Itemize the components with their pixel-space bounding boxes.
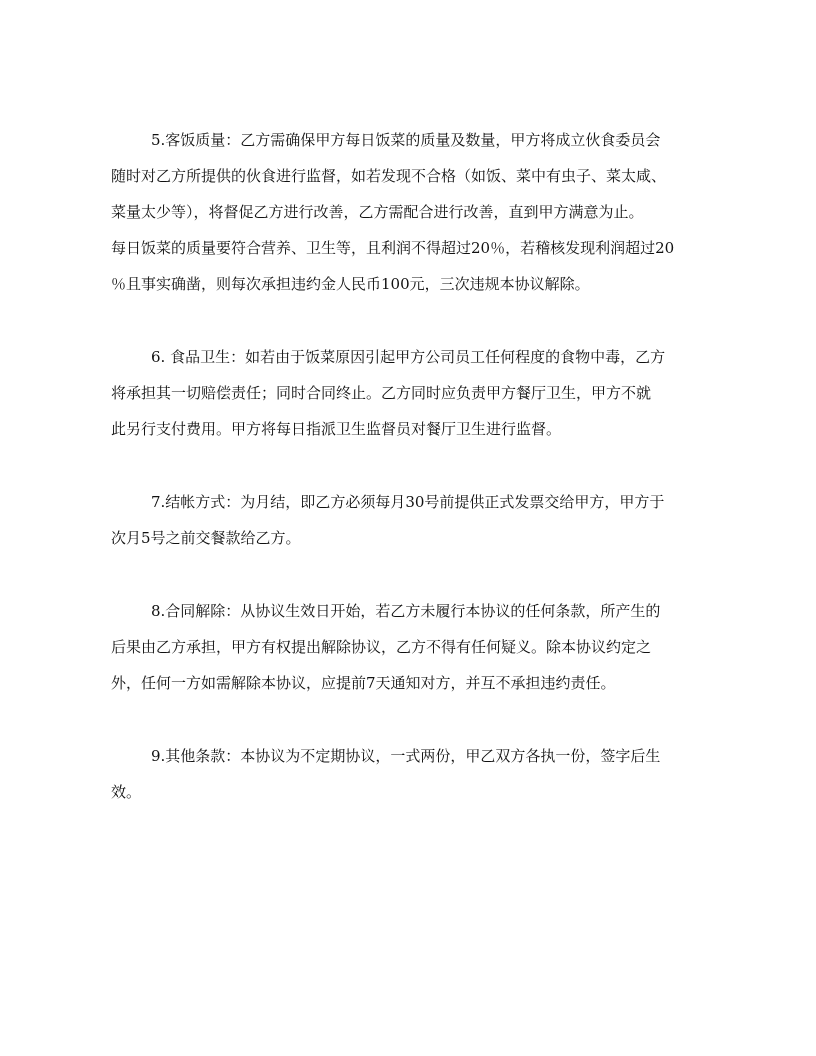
clause-8-termination xyxy=(111,601,705,694)
clause-line: 每日饭菜的质量要符合营养、卫生等，且利润不得超过20％，若稽核发现利润超过20 xyxy=(111,239,675,257)
clause-line: 6. 食品卫生：如若由于饭菜原因引起甲方公司员工任何程度的食物中毒，乙方 xyxy=(151,348,666,366)
clause-5-quality xyxy=(111,130,705,295)
clause-9-other-terms xyxy=(111,746,705,803)
clause-line: 5.客饭质量：乙方需确保甲方每日饭菜的质量及数量，甲方将成立伙食委员会 xyxy=(151,131,661,149)
clause-line: 后果由乙方承担，甲方有权提出解除协议，乙方不得有任何疑义。除本协议约定之 xyxy=(111,638,652,656)
clause-line: 效。 xyxy=(111,783,142,801)
clause-line: 次月5号之前交餐款给乙方。 xyxy=(111,529,301,547)
clause-line: 外，任何一方如需解除本协议，应提前7天通知对方，并互不承担违约责任。 xyxy=(111,674,616,692)
document-body xyxy=(111,130,705,818)
clause-line: 随时对乙方所提供的伙食进行监督，如若发现不合格（如饭、菜中有虫子、菜太咸、 xyxy=(111,167,667,185)
clause-line: 7.结帐方式：为月结，即乙方必须每月30号前提供正式发票交给甲方，甲方于 xyxy=(151,493,665,511)
clause-line: 将承担其一切赔偿责任；同时合同终止。乙方同时应负责甲方餐厅卫生，甲方不就 xyxy=(111,384,652,402)
clause-line: 9.其他条款：本协议为不定期协议，一式两份，甲乙双方各执一份，签字后生 xyxy=(151,747,661,765)
clause-6-food-hygiene xyxy=(111,347,705,440)
clause-line: 8.合同解除：从协议生效日开始，若乙方未履行本协议的任何条款，所产生的 xyxy=(151,602,661,620)
clause-line: 此另行支付费用。甲方将每日指派卫生监督员对餐厅卫生进行监督。 xyxy=(111,420,562,438)
clause-line: 菜量太少等），将督促乙方进行改善，乙方需配合进行改善，直到甲方满意为止。 xyxy=(111,203,644,221)
clause-7-settlement xyxy=(111,492,705,549)
clause-line: ％且事实确凿，则每次承担违约金人民币100元，三次违规本协议解除。 xyxy=(111,275,590,293)
